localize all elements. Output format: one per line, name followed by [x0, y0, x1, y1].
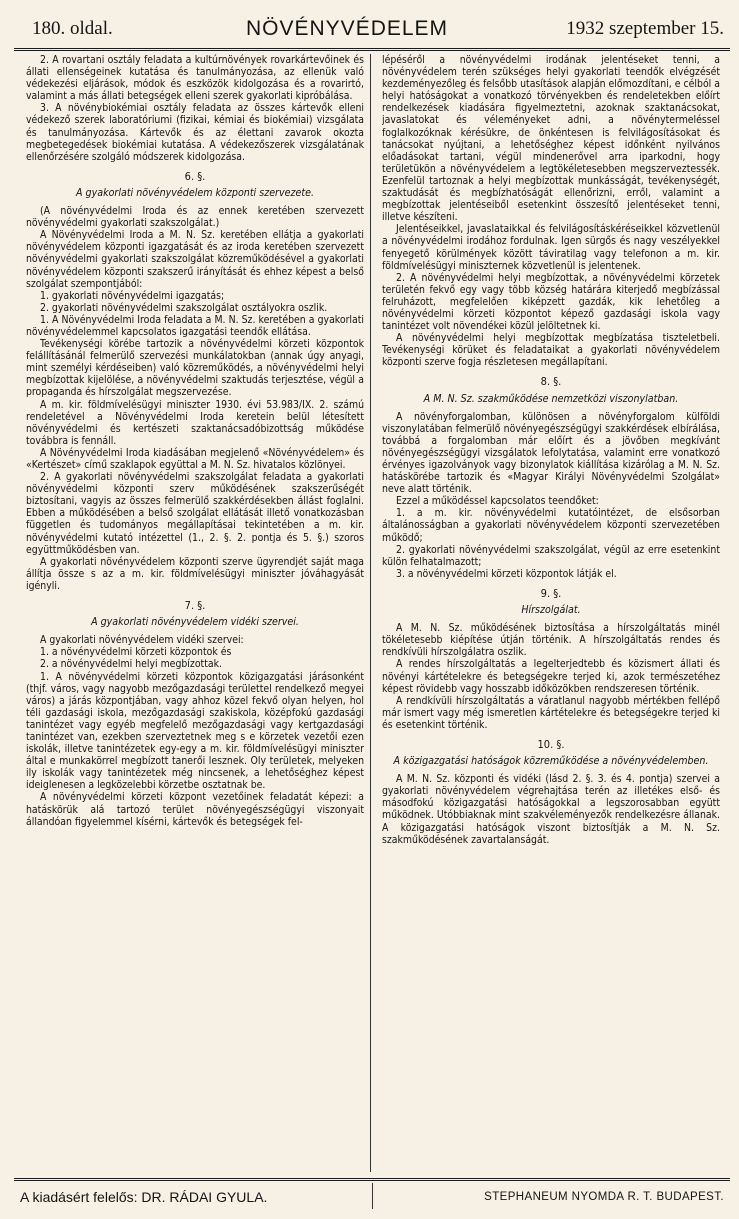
- page-footer: [14, 1178, 730, 1211]
- paragraph: A M. N. Sz. működésének biztosítása a hírszolgáltatás minél tökéletesebb kiépítése útján történik. A hírszolgáltatás rendes és rendkívüli hírszolgálatra oszlik.: [382, 622, 720, 659]
- paragraph: A Növényvédelmi Iroda a M. N. Sz. keretében ellátja a gyakorlati növényvédelem központi igazgatását és az iroda keretében szervezett növényvédelmi gyakorlati szakszolgálat közreműködésével a gyakorlati növényvédelem központi szakszerű irányítását és ehhez képest a belső szolgálat szempontjából:: [26, 229, 364, 290]
- section-number: 8. §.: [540, 375, 562, 389]
- paragraph: 1. A Növényvédelmi Iroda feladata a M. N. Sz. keretében a gyakorlati növényvédelemmel kapcsolatos igazgatási teendők ellátása.: [26, 313, 364, 338]
- paragraph: 3. A növénybiokémiai osztály feladata az összes kártevők elleni védekező szerek laboratóriumi (fizikai, kémiai és biokémiai) vizsgálata és tanulmányozása. Kártevők és az élettani zavarok okozta megbetegedések biokémiai kutatása. A védekezőszerek vizsgálatának ellenőrzésére szolgáló módszerek kidolgozása.: [26, 102, 364, 163]
- right-column: [382, 54, 720, 1172]
- paragraph: (A növényvédelmi Iroda és az ennek keretében szervezett növényvédelmi gyakorlati szakszolgálat.): [26, 205, 364, 230]
- publication-title: NÖVÉNYVÉDELEM: [246, 17, 449, 40]
- list-item: 1. a növényvédelmi körzeti központok és: [40, 646, 232, 659]
- list-item: 1. gyakorlati növényvédelmi igazgatás;: [40, 289, 225, 302]
- paragraph: A m. kir. földmívelésügyi miniszter 1930. évi 53.983/IX. 2. számú rendeletével a Növényvédelmi Iroda keretein belül létesített növényvédelmi és kertészeti szaktanácsadóbizottság működése továbbra is fennáll.: [26, 398, 364, 447]
- paragraph: lépéséről a növényvédelmi irodának jelentéseket tenni, a növényvédelem terén szükséges helyi gyakorlati teendők elvégzését kezdeményezőleg és felsőbb utasítások alapján előmozdítani, e célból a helyi hatóságokat a vonatkozó törvényekben és rendeletekben előírt rendelkezések kiadására figyelmeztetni, azoknak szaktanácsokat, javaslatokat és véleményeket adni, a növénytermeléssel foglalkozóknak kérésükre, de önkéntesen is felvilágosításokat és tanácsokat nyújtani, a lehetőséghez képest időnként nyilvános előadásokat tartani, végül mindenerővel arra iparkodni, hogy területükön a növényvédelem a legtökéletesebben megszerveztessék. Ezenfelül tartoznak a helyi megbízottak munkásságát, tevékenységét, szaktudását és megbízhatóságát ellenőrizni, erről, valamint a megbízottak jelentéseiből esetenkint összesítő jelentéseket tenni, illetve készíteni.: [382, 54, 720, 224]
- footer-divider: [372, 1183, 373, 1209]
- list-item: 1. a m. kir. növényvédelmi kutatóintézet, de elsősorban általánosságban a gyakorlati növényvédelem központi szervezetében működő;: [382, 507, 720, 544]
- list-item: 2. a növényvédelmi helyi megbízottak.: [40, 658, 222, 671]
- section-title: A M. N. Sz. szakműködése nemzetközi viszonylatban.: [423, 392, 679, 405]
- paragraph: A növényvédelmi körzeti központ vezetőinek feladatát képezi: a hatáskörük alá tartozó terület növényegészségügyi viszonyait állandóan figyelemmel kísérni, kártevők és betegségek fel-: [26, 791, 364, 828]
- paragraph: A M. N. Sz. központi és vidéki (lásd 2. §. 3. és 4. pontja) szervei a gyakorlati növényvédelem végrehajtása terén az illetékes első- és másodfokú közigazgatási hatóságokkal a legszorosabban együtt működnek. Utóbbiaknak mint szakvéleményezők rendelkezésre állanak. A közigazgatási hatóságok viszont biztosítják a M. N. Sz. szakműködésének zavartalanságát.: [382, 773, 720, 846]
- paragraph: A Növényvédelmi Iroda kiadásában megjelenő «Növényvédelem» és «Kertészet» című szaklapok együttal a M. N. Sz. hivatalos közlönyei.: [26, 446, 364, 471]
- list-item: 2. gyakorlati növényvédelmi szakszolgálat, végül az erre esetenkint külön felhatalmazott;: [382, 543, 720, 568]
- paragraph: 1. A növényvédelmi körzeti központok közigazgatási járásonként (thjf. város, vagy nagyobb mezőgazdasági területtel rendelkező megyei város) a járás központjában, vagy ahhoz közel fekvő olyan helyen, hol téli gazdasági iskola, mezőgazdasági szakiskola, középfokú gazdasági tanintézet vagy egyéb megfelelő mezőgazdasági vagy kertgazdasági tanintézet van, ezekben szerveztetnek meg s e körzetek vezetői ezen iskolák, illetve tanintézetek egy-egy a m. kir. földmívelésügyi miniszter által e munkakörrel megbízott tanerői lesznek. Oly területek, melyeken ily iskolák vagy tanintézetek még nincsenek, a lehetőséghez képest ideiglenesen a legközelebbi körzetbe osztatnak be.: [26, 670, 364, 792]
- section-title: A gyakorlati növényvédelem vidéki szervei.: [91, 616, 299, 629]
- section-number: 6. §.: [184, 169, 206, 183]
- page-header: [14, 10, 730, 51]
- paragraph: Jelentéseikkel, javaslataikkal és felvilágosításkéréseikkel közvetlenül a növényvédelmi irodához fordulnak. Igen sürgős és nagy veszélyekkel fenyegető körülmények között táviratilag vagy telefonon a m. kir. földmívelésügyi miniszternek közvetlenül is jelentenek.: [382, 223, 720, 272]
- paragraph: Tevékenységi körébe tartozik a növényvédelmi körzeti központok felállításánál felmerülő szervezési munkálatokban (annak úgy anyagi, mint személyi kérdéseiben) való közreműködés, a növényvédelmi helyi megbízottak kijelölése, a növényvédelmi szaktudás terjesztése, végül a propaganda és hírszolgálat megszervezése.: [26, 338, 364, 399]
- paragraph: 2. A gyakorlati növényvédelmi szakszolgálat feladata a gyakorlati növényvédelmi központi szerv működésének szakszerűségét biztosítani, vagyis az összes felmerülő szakkérdésekben állást foglalni. Ebben a működésében a belső szolgálat ellátását illető vonatkozásban független és tudományos megállapításai tekintetében a m. kir. növényvédelmi kutató intézettel (1., 2. §. 2. pontja és 5. §.) szoros együttműködésben van.: [26, 471, 364, 556]
- page-number: 180. oldal.: [32, 18, 113, 39]
- issue-date: 1932 szeptember 15.: [566, 18, 724, 39]
- newspaper-page: [14, 10, 730, 1210]
- section-title: Hírszolgálat.: [521, 604, 581, 617]
- paragraph: 2. A rovartani osztály feladata a kultúrnövények rovarkártevőinek és állati ellenségeinek kutatása és tanulmányozása, az ellenük való védekezési eljárások, módok és eszközök kidolgozása és a rovarirtó, valamint a más állati betegségek elleni szerek gyakorlati kipróbálása.: [26, 54, 364, 103]
- publisher-responsible: A kiadásért felelős: DR. RÁDAI GYULA.: [20, 1189, 268, 1205]
- printer-name: STEPHANEUM NYOMDA R. T. BUDAPEST.: [484, 1191, 724, 1203]
- list-item: 3. a növényvédelmi körzeti központok látják el.: [396, 567, 617, 580]
- section-title: A gyakorlati növényvédelem központi szervezete.: [76, 186, 314, 199]
- section-number: 9. §.: [540, 586, 562, 600]
- paragraph: A rendes hírszolgáltatás a legelterjedtebb és közismert állati és növényi kártételekre és betegségekre terjed ki, azok természetéhez képest rövidebb vagy hosszabb időközökben rendszeresen történik.: [382, 658, 720, 695]
- paragraph: A gyakorlati növényvédelem vidéki szervei:: [40, 634, 244, 647]
- list-item: 2. gyakorlati növényvédelmi szakszolgálat osztályokra oszlik.: [40, 301, 328, 314]
- paragraph: A növényforgalomban, különösen a növényforgalom külföldi viszonylatában felmerülő növényegészségügyi szakkérdések elbírálása, továbbá a forgalomban már előírt és a jövőben megkívánt növényegészségügyi vizsgálatok lefolytatása, valamint erre vonatkozó érvényes igazolványok vagy bizonylatok kiállítása kizárólag a M. N. Sz. hatáskörébe tartozik és «Magyar Királyi Növényvédelmi Szolgálat» neve alatt történik.: [382, 410, 720, 496]
- left-column: [26, 54, 364, 1172]
- section-number: 7. §.: [184, 599, 206, 613]
- paragraph: A növényvédelmi helyi megbízottak megbízatása tiszteletbeli. Tevékenységi körüket és feladataikat a gyakorlati növényvédelem központi szerve fogja részletesen megállapítani.: [382, 332, 720, 369]
- section-title: A közigazgatási hatóságok közreműködése a növényvédelemben.: [393, 755, 709, 768]
- column-divider: [370, 54, 371, 1172]
- paragraph: A gyakorlati növényvédelem központi szerve ügyrendjét saját maga állítja össze s az a m. kir. földmívelésügyi miniszter jóváhagyását igényli.: [26, 555, 364, 592]
- section-number: 10. §.: [537, 737, 565, 751]
- paragraph: A rendkívüli hírszolgáltatás a váratlanul nagyobb mértékben fellépő már ismert vagy még ismeretlen kártételekre és betegségekre terjed ki és esetenkint történik.: [382, 694, 720, 731]
- paragraph: Ezzel a működéssel kapcsolatos teendőket:: [396, 495, 599, 508]
- paragraph: 2. A növényvédelmi helyi megbízottak, a növényvédelmi körzetek területén fekvő egy vagy több község határára kiterjedő megbízással felruházott, megfelelően kiképzett gazdák, kik lehetőleg a növényvédelmi körzeti központot képező gazdasági iskola vagy tanintézet volt növendékei közül jelöltetnek ki.: [382, 271, 720, 333]
